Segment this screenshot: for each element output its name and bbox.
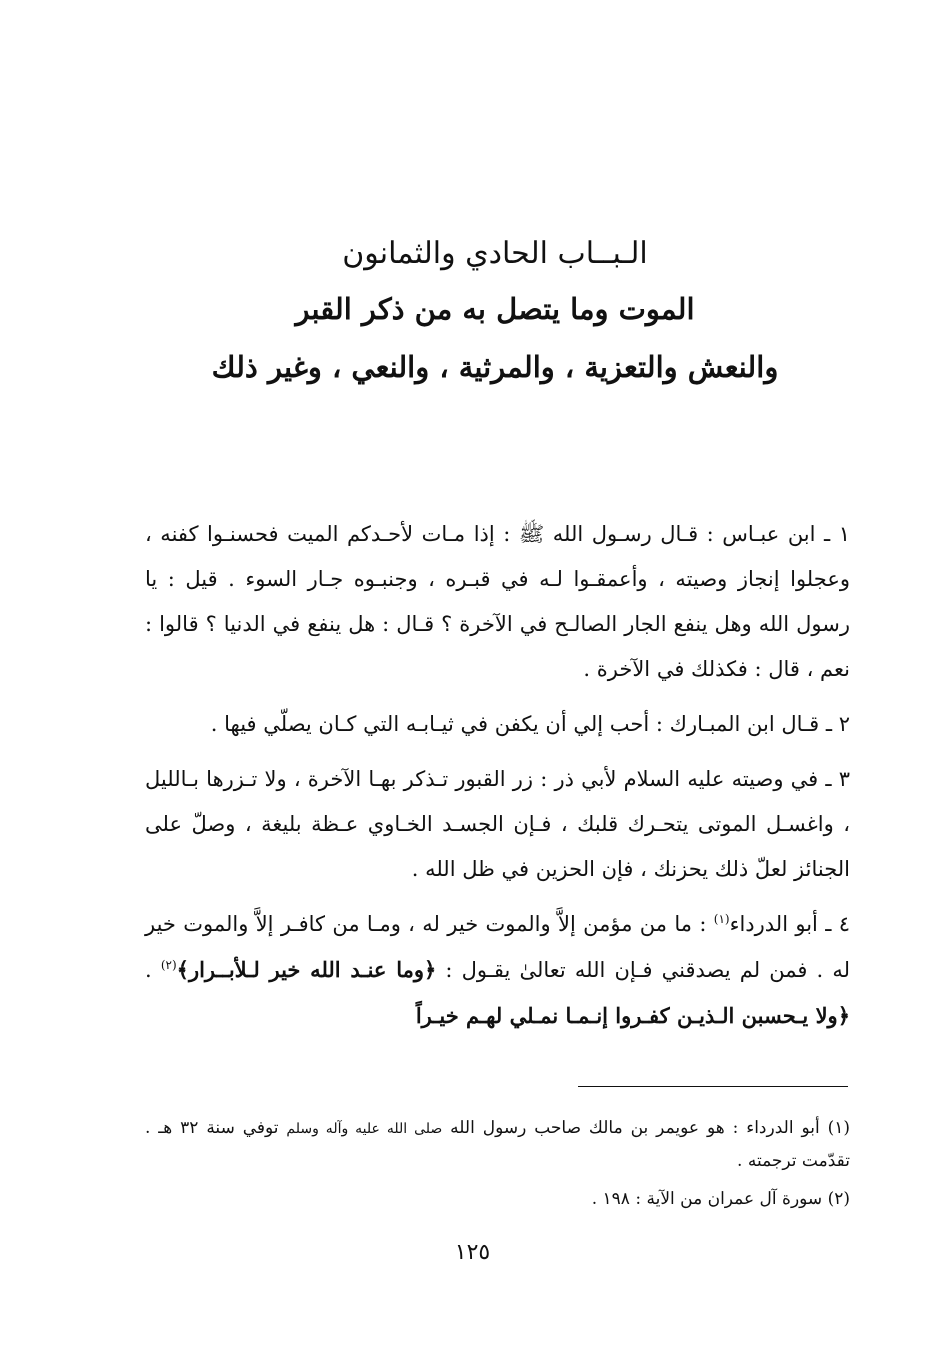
footnote-1-end: توفي سنة ٣٢ هـ . تقدّمت ترجمته . — [145, 1118, 850, 1171]
paragraph-4-separator: . — [145, 958, 161, 982]
quran-quote-2: ﴿ولا يـحسبن الـذيـن كفـروا إنـمـا نمـلي لهـم خيـراً — [415, 1003, 850, 1028]
chapter-title-line-2: والنعش والتعزية ، والمرثية ، والنعي ، وغير ذلك — [211, 350, 779, 384]
footnote-1-start: (١) أبو الدرداء : هو عويمر بن مالك صاحب رسول الله — [442, 1118, 850, 1138]
paragraph-4-middle: : ما من مؤمن إلاَّ والموت خير له ، ومـا من كافـر إلاَّ والموت خير له . فمن لم يصدقني فـإن الله تعالىٰ يقـول : — [145, 912, 850, 982]
honorific-glyph: صلى الله عليه وآله وسلم — [286, 1121, 443, 1137]
footnote-divider — [578, 1086, 848, 1087]
paragraph-1: ١ ـ ابن عبـاس : قـال رسـول الله ﷺ : إذا مـات لأحـدكم الميت فحسنـوا كفنه ، وعجلوا إنجاز وصيته ، وأعمقـوا لـه في قبـره ، وجنبـوه جـار السوء . قيل : يا رسول الله وهل ينفع الجار الصالـح في الآخرة ؟ قـال : هل ينفع في الدنيا ؟ قالوا : نعم ، قال : فكذلك في الآخرة . — [145, 522, 850, 681]
footnote-ref-2: (٢) — [160, 958, 177, 972]
footnote-2: (٢) سورة آل عمران من الآية : ١٩٨ . — [591, 1189, 850, 1209]
paragraph-2: ٢ ـ قـال ابن المبـارك : أحب إلي أن يكفن في ثيـابـه التي كـان يصلّي فيها . — [210, 712, 850, 736]
page-number: ١٢٥ — [454, 1240, 491, 1265]
footnotes — [145, 1112, 850, 1221]
paragraph-4-start: ٤ ـ أبو الدرداء — [729, 912, 850, 936]
chapter-heading: الـبــاب الحادي والثمانون — [342, 236, 648, 271]
quran-quote-1: ﴿وما عنـد الله خير لـلأبــرار﴾ — [176, 957, 437, 982]
chapter-title-line-1: الموت وما يتصل به من ذكر القبر — [295, 292, 695, 326]
footnote-ref-1: (١) — [713, 912, 730, 926]
paragraph-3: ٣ ـ في وصيته عليه السلام لأبي ذر : زر القبور تـذكر بهـا الآخرة ، ولا تـزرها بـالليل ، واغسـل الموتى يتحـرك قلبك ، فـإن الجسـد الخـاوي عـظة بليغة ، وصلّ على الجنائز لعلّ ذلك يحزنك ، فإن الحزين في ظل الله . — [145, 767, 850, 881]
paragraph-4 — [145, 902, 850, 1039]
footnote-1 — [145, 1112, 850, 1177]
chapter-header — [140, 228, 850, 396]
main-text — [145, 512, 850, 1049]
